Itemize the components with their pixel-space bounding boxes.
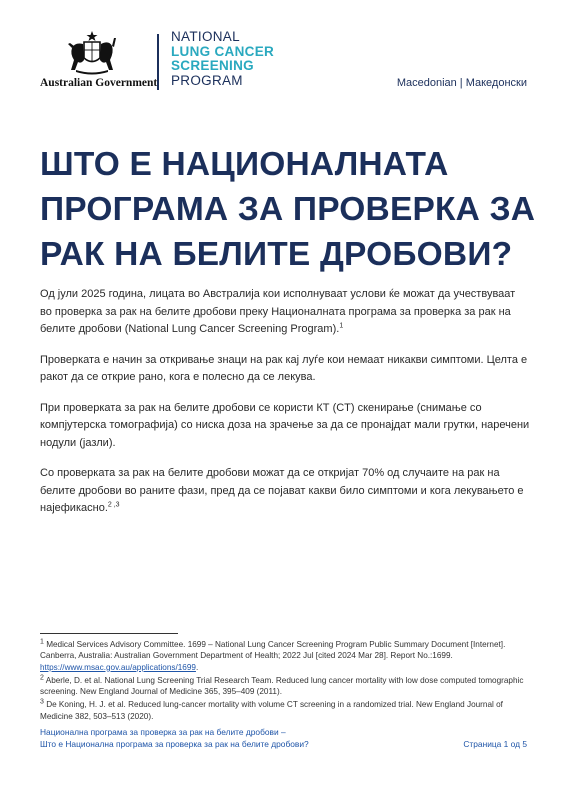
paragraph-2: Проверката е начин за откривање знаци на рак кај луѓе кои немаат никакви симптоми. Целта е ракот да се открие рано, кога е полесно да се лекува. <box>40 353 528 383</box>
paragraph-1-text: Од јули 2025 година, лицата во Австралија кои исполнуваат услови ќе можат да учествуваат во проверка за рак на белите дробови преку Националната програма за проверка за рак на белите дробови (National Lung Cancer Screening Program). <box>40 288 516 335</box>
footer-line-1: Национална програма за проверка за рак на белите дробови – <box>40 727 286 737</box>
program-logo <box>171 30 274 88</box>
footnote-3 <box>40 699 530 722</box>
header-divider <box>157 34 159 90</box>
language-label: Macedonian | Македонски <box>396 77 527 89</box>
program-line-4: PROGRAM <box>171 72 243 88</box>
page-title: ШТО Е НАЦИОНАЛНАТА ПРОГРАМА ЗА ПРОВЕРКА ЗА РАК НА БЕЛИТЕ ДРОБОВИ? <box>40 146 536 273</box>
footnote-rule <box>40 633 178 634</box>
footnote-text: De Koning, H. J. et al. Reduced lung-cancer mortality with volume CT screening in a randomized trial. New England Journal of Medicine 382, 503–513 (2020). <box>40 700 503 721</box>
footnote-link[interactable]: https://www.msac.gov.au/applications/1699 <box>40 662 196 672</box>
footer-line-2: Што е Национална програма за проверка за рак на белите дробови? <box>40 738 309 749</box>
body-text <box>40 286 530 531</box>
footer-document-title <box>40 727 309 750</box>
page-number: Страница 1 од 5 <box>463 739 527 749</box>
program-line-2: LUNG CANCER <box>171 43 275 59</box>
footnotes <box>40 639 530 724</box>
government-name: Australian Government <box>40 77 158 89</box>
footnote-number: 3 <box>40 698 44 706</box>
footnote-2 <box>40 675 530 698</box>
paragraph-4 <box>40 465 530 518</box>
program-line-1: NATIONAL <box>171 29 240 44</box>
paragraph-1 <box>40 286 530 339</box>
document-header <box>40 30 527 92</box>
footnote-1 <box>40 639 530 673</box>
program-line-3: SCREENING <box>171 58 254 73</box>
footnote-text: Aberle, D. et al. National Lung Screening Trial Research Team. Reduced lung cancer mortality with low dose computed tomographic screening. New England Journal of Medicine 365, 395–409 (2011). <box>40 675 524 697</box>
footnote-ref-1: 1 <box>339 322 344 330</box>
footnote-punct: . <box>195 662 199 672</box>
coat-of-arms-icon <box>66 30 118 76</box>
footnote-text: Medical Services Advisory Committee. 1699 – National Lung Cancer Screening Program Public Summary Document [Internet]. Canberra, Australia: Australian Government Department of Health; 2022 Jul [cited 2024 Mar 28]. Report No.:1699. <box>40 640 506 661</box>
footnote-number: 2 <box>40 674 44 682</box>
footnote-ref-2-3: 2 ,3 <box>107 501 120 509</box>
paragraph-4-text: Со проверката за рак на белите дробови можат да се откријат 70% од случаите на рак на белите дробови во раните фази, пред да се појават какви било симптоми и кога лекувањето е најефикасно. <box>40 467 524 514</box>
paragraph-3: При проверката за рак на белите дробови се користи КТ (CT) скенирање (снимање со компјутерска томографија) со ниска доза на зрачење за да се пронајдат мали грутки, наречени нодули (јазли). <box>40 401 530 449</box>
footnote-number: 1 <box>40 638 44 646</box>
